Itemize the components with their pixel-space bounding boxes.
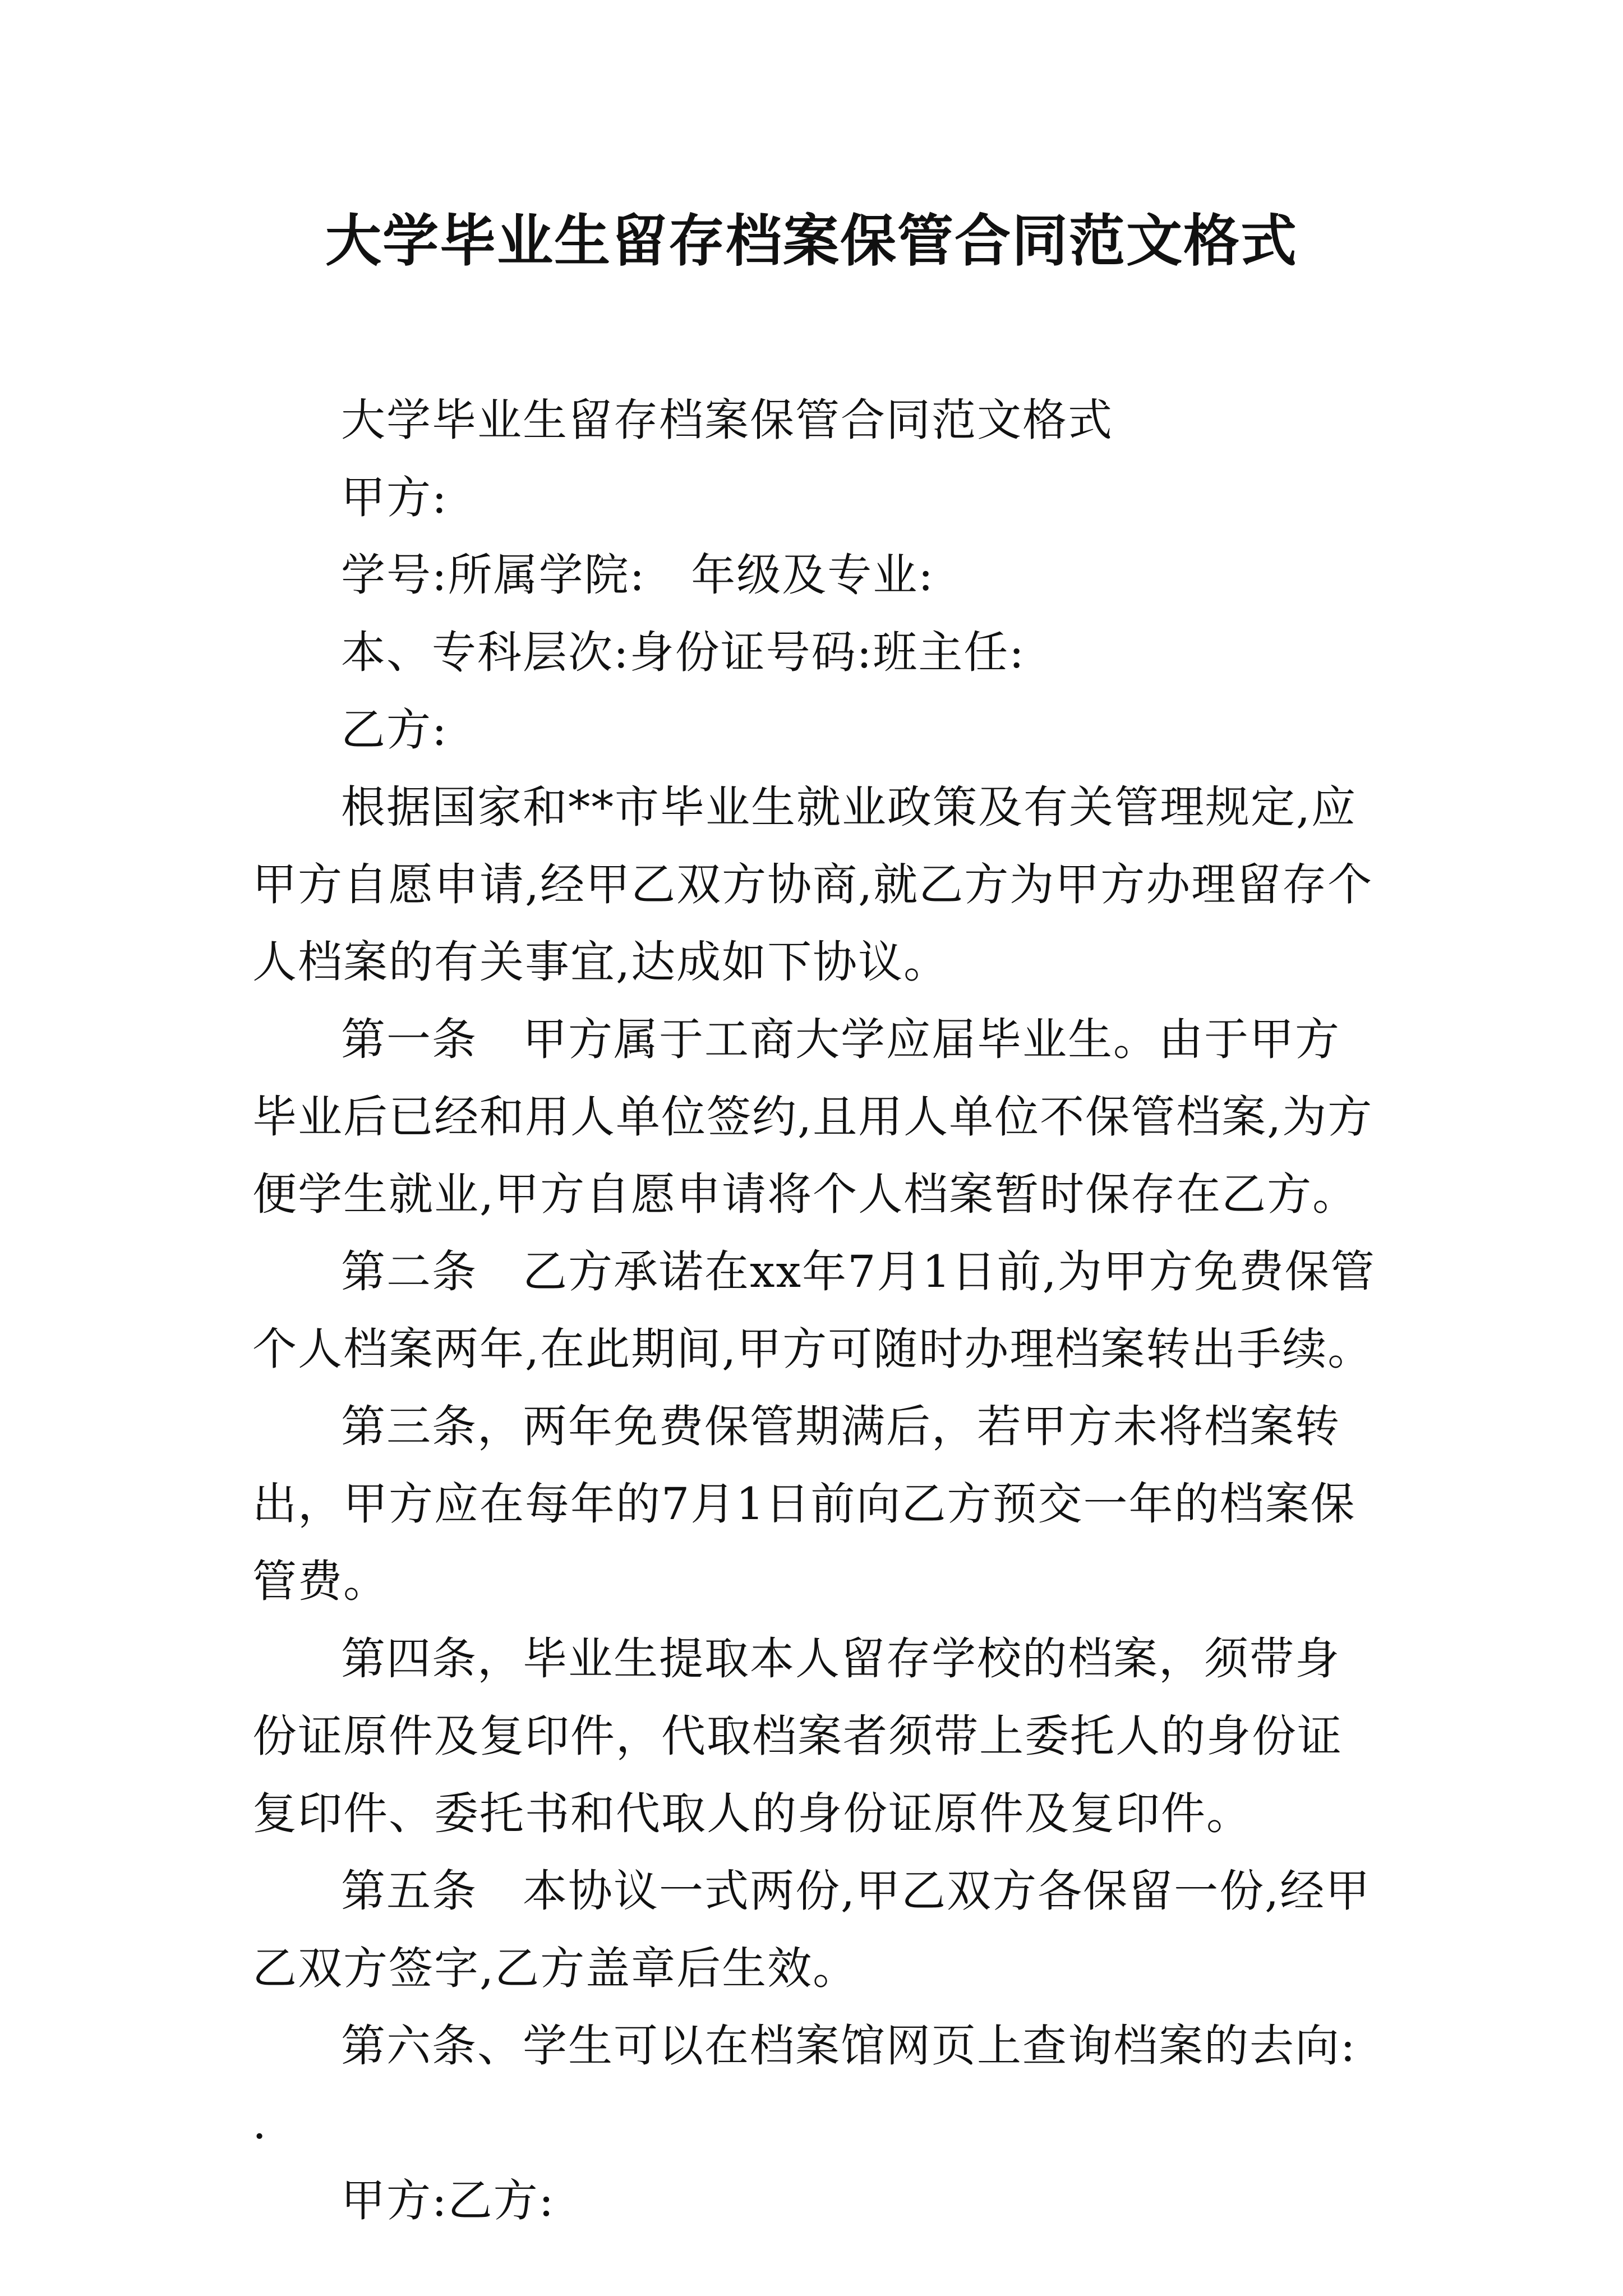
paragraph-article-5: 第五条 本协议一式两份,甲乙双方各保留一份,经甲乙双方签字,乙方盖章后生效。 [252, 1865, 1371, 1994]
paragraph-article-6: 第六条、学生可以在档案馆网页上查询档案的去向: . [252, 2020, 1402, 2149]
paragraph-article-1: 第一条 甲方属于工商大学应届毕业生。由于甲方毕业后已经和用人单位签约,且用人单位不保管档案,为方便学生就业,甲方自愿申请将个人档案暂时保存在乙方。 [252, 1014, 1373, 1220]
paragraph-party-b: 乙方: [341, 704, 448, 756]
paragraph-article-2: 第二条 乙方承诺在xx年7月1日前,为甲方免费保管个人档案两年,在此期间,甲方可随时办理档案转出手续。 [252, 1246, 1376, 1375]
paragraph-level-id-teacher: 本、专科层次:身份证号码:班主任: [341, 627, 1025, 678]
document-body [252, 381, 1402, 2239]
paragraph-party-a: 甲方: [341, 472, 448, 523]
paragraph-subtitle: 大学毕业生留存档案保管合同范文格式 [341, 394, 1113, 446]
paragraph-article-3: 第三条，两年免费保管期满后，若甲方未将档案转出，甲方应在每年的7月1日前向乙方预交一年的档案保管费。 [252, 1401, 1356, 1607]
paragraph-preamble: 根据国家和**市毕业生就业政策及有关管理规定,应甲方自愿申请,经甲乙双方协商,就乙方为甲方办理留存个人档案的有关事宜,达成如下协议。 [252, 781, 1373, 988]
paragraph-article-4: 第四条，毕业生提取本人留存学校的档案，须带身份证原件及复印件，代取档案者须带上委托人的身份证复印件、委托书和代取人的身份证原件及复印件。 [252, 1633, 1343, 1839]
paragraph-signatures: 甲方:乙方: [341, 2175, 555, 2226]
document-title: 大学毕业生留存档案保管合同范文格式 [325, 208, 1298, 274]
paragraph-student-info: 学号:所属学院: 年级及专业: [341, 549, 934, 601]
